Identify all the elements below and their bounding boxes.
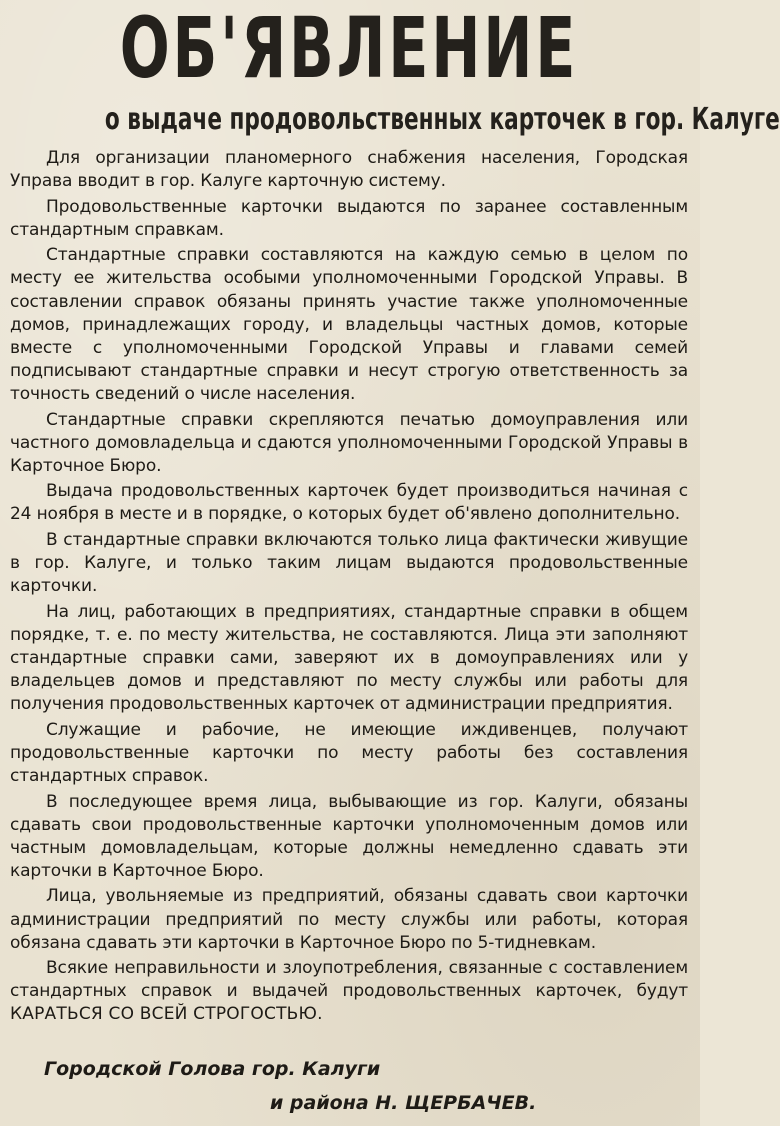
warning-emphasis: КАРАТЬСЯ СО ВСЕЙ СТРОГОСТЬЮ.: [10, 1004, 323, 1025]
paragraph-3: Стандартные справки составляются на каждую семью в целом по месту ее жительства особыми уполномоченными Городской Управы. В составлении справок обязаны принять участие также уполномоченные домов, принадлежащих городу, и владельцы частных домов, которые вместе с уполномоченными Городской Управы и главами семей подписывают стандартные справки и несут строгую ответственность за точность сведений о числе населения.: [10, 245, 688, 404]
signature-title: Городской Голова гор. Калуги: [44, 1058, 381, 1081]
announcement-title: ОБ'ЯВЛЕНИЕ: [119, 0, 579, 97]
paragraph-1: Для организации планомерного снабжения населения, Городская Управа вводит в гор. Калуге карточную систему.: [10, 148, 688, 192]
paragraph-10: Лица, увольняемые из предприятий, обязаны сдавать свои карточки администрации предприятий по месту службы или работы, которая обязана сдавать эти карточки в Карточное Бюро по 5-тидневкам.: [10, 886, 688, 953]
paragraph-5: Выдача продовольственных карточек будет производиться начиная с 24 ноября в месте и в порядке, о которых будет об'явлено дополнительно.: [10, 481, 688, 525]
paragraph-11: [10, 957, 688, 1026]
paragraph-6: В стандартные справки включаются только лица фактически живущие в гор. Калуге, и только таким лицам выдаются продовольственные карточки.: [10, 530, 688, 597]
announcement-subtitle: о выдаче продовольственных карточек в гор. Калуге: [104, 102, 780, 137]
paragraph-8: Служащие и рабочие, не имеющие иждивенцев, получают продовольственные карточки по месту работы без составления стандартных справок.: [10, 719, 688, 786]
paragraph-4: Стандартные справки скрепляются печатью домоуправления или частного домовладельца и сдаются уполномоченными Городской Управы в Карточное Бюро.: [10, 409, 688, 476]
signature-block: [10, 1052, 688, 1120]
announcement-body: [10, 147, 688, 1026]
paragraph-2: Продовольственные карточки выдаются по заранее составленным стандартным справкам.: [10, 196, 688, 240]
signature-name: и района Н. ЩЕРБАЧЕВ.: [270, 1092, 537, 1115]
paragraph-7: На лиц, работающих в предприятиях, стандартные справки в общем порядке, т. е. по месту жительства, не составляются. Лица эти заполняют стандартные справки сами, заверяют их в домоуправлениях или у владельцев домов и представляют по месту службы или работы для получения продовольственных карточек от администрации предприятия.: [10, 601, 688, 715]
paragraph-9: В последующее время лица, выбывающие из гор. Калуги, обязаны сдавать свои продовольственные карточки уполномоченным домов или частным домовладельцам, которые должны немедленно сдавать эти карточки в Карточное Бюро.: [10, 791, 688, 881]
paragraph-11-text: Всякие неправильности и злоупотребления, связанные с составлением стандартных справок и выдачей продовольственных карточек, будут: [10, 958, 688, 1002]
